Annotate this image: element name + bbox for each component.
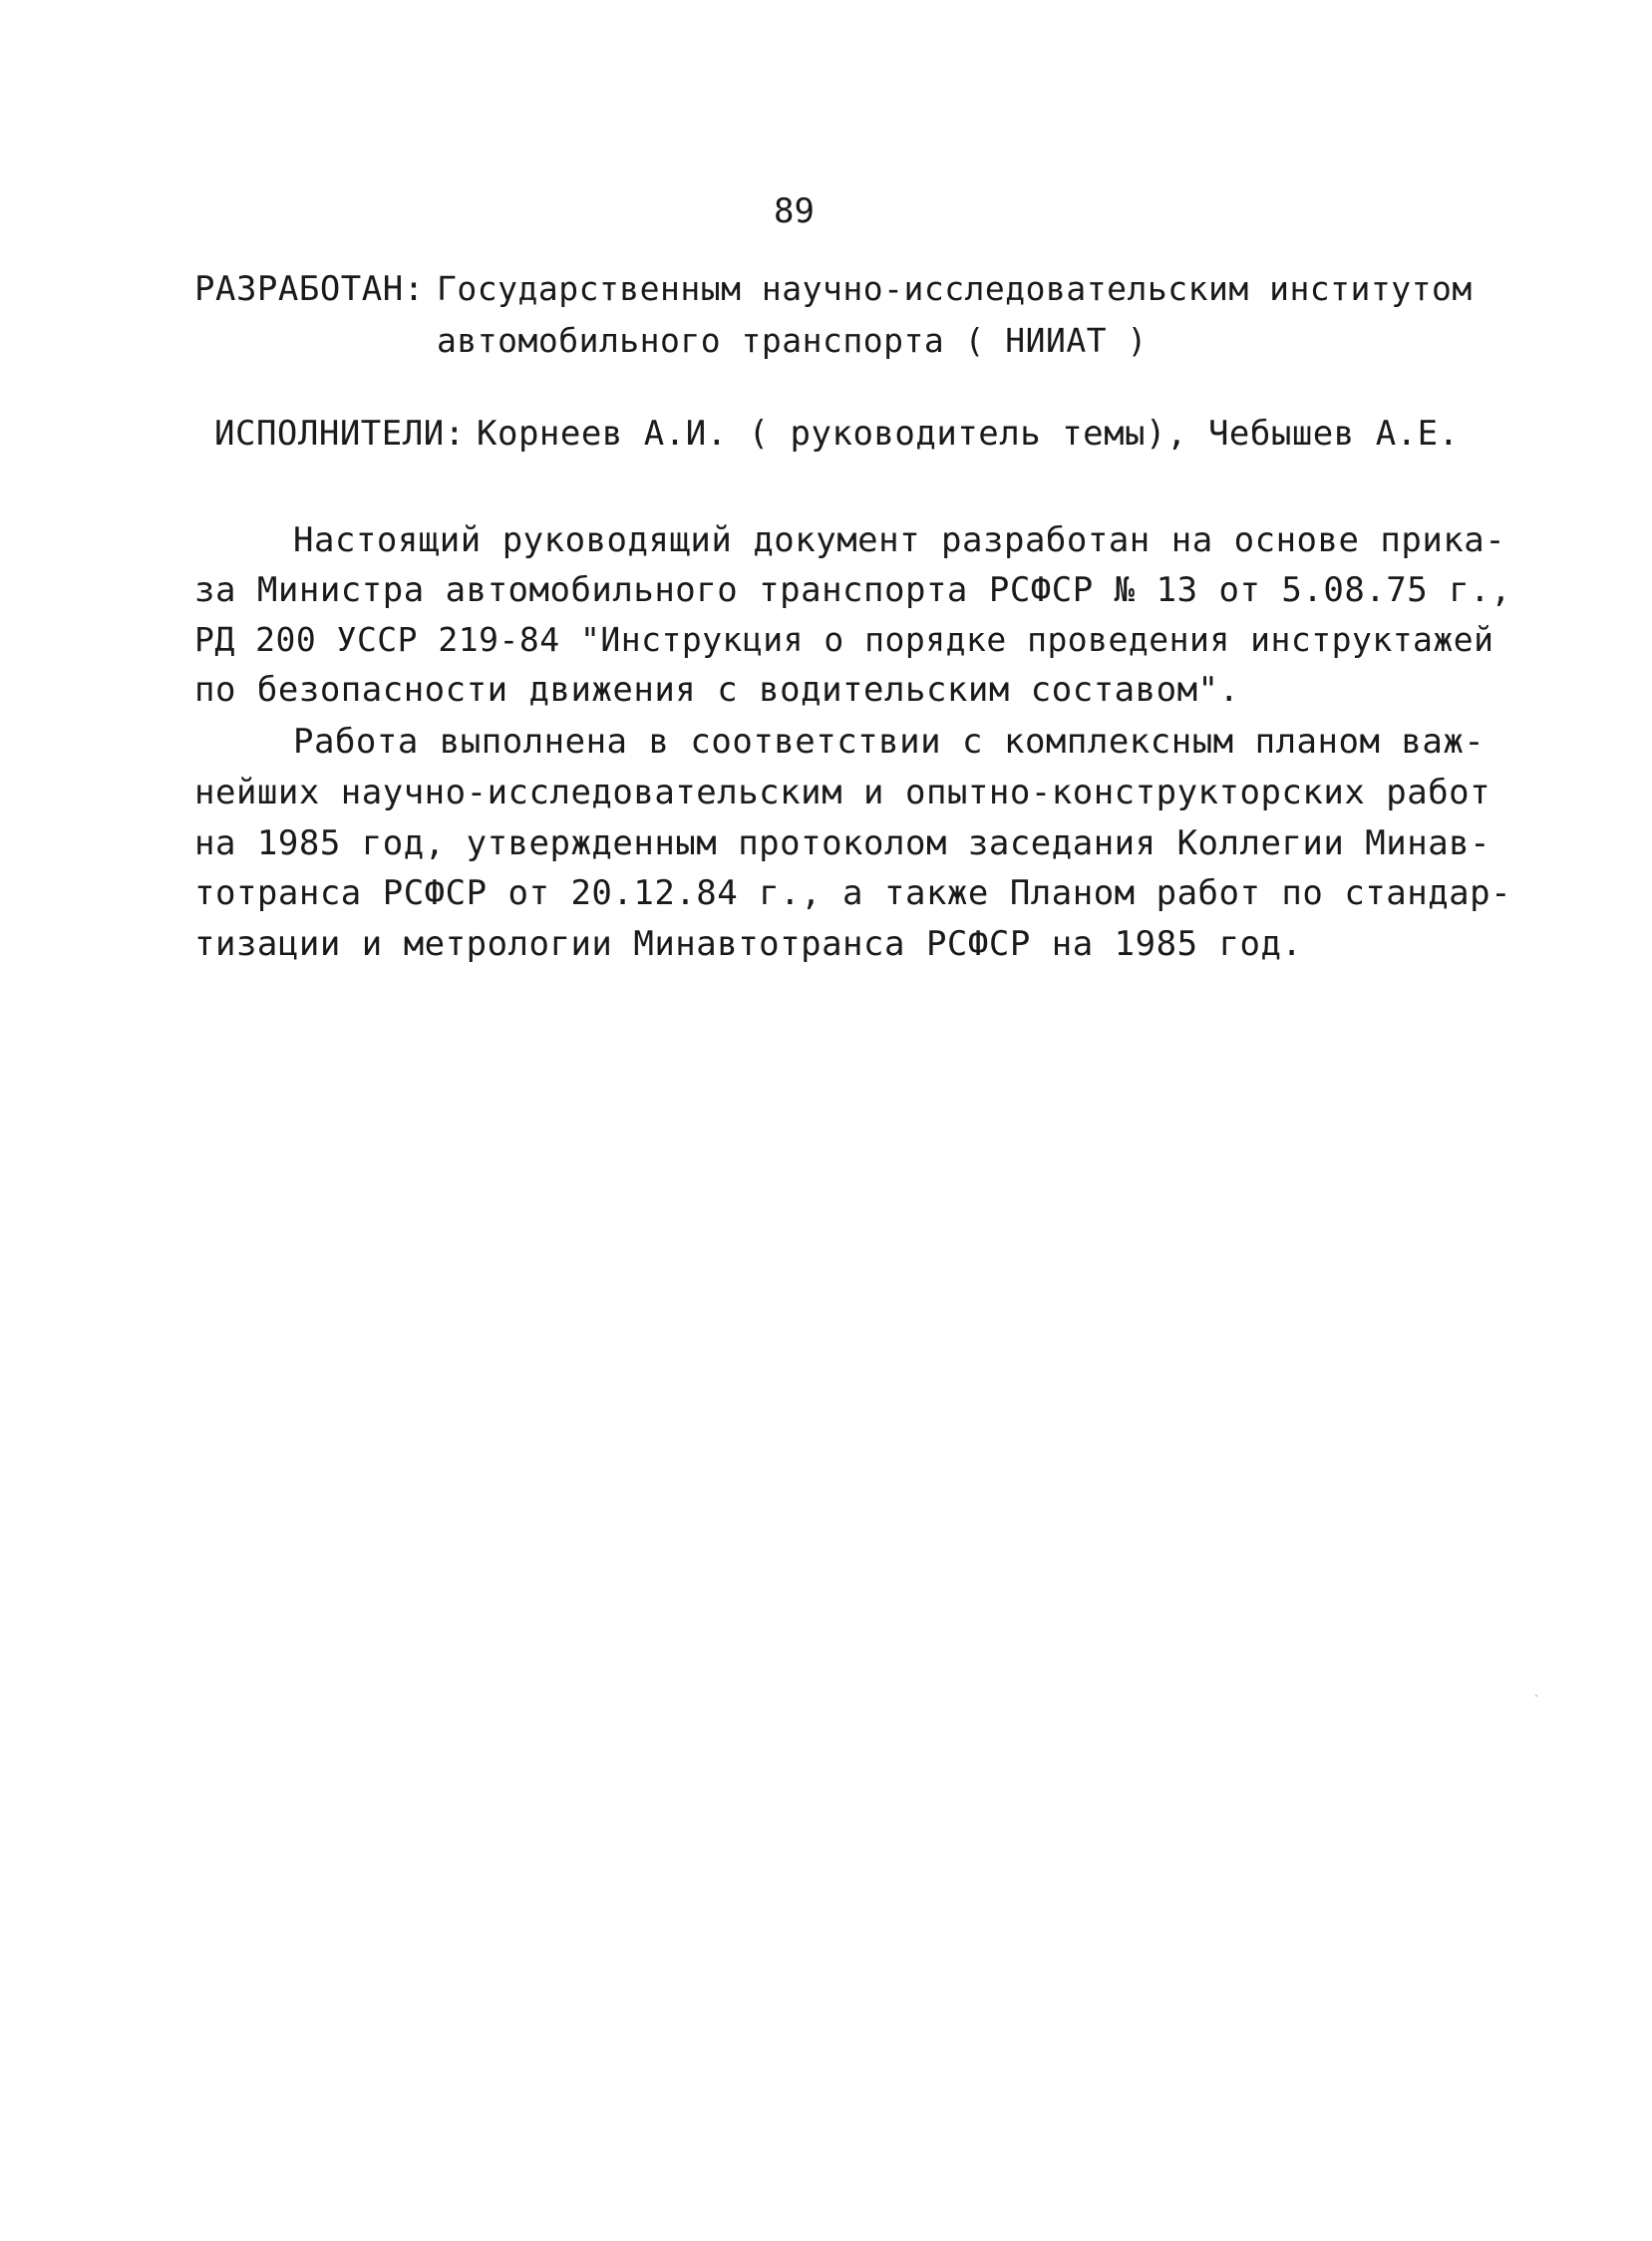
authors-text: Корнеев А.И. ( руководитель темы), Чебышев А.Е.: [477, 414, 1460, 454]
authors-label: ИСПОЛНИТЕЛИ:: [214, 414, 466, 454]
paragraph-2-line-5: тизации и метрологии Минавтотранса РСФСР на 1985 год.: [194, 924, 1303, 964]
paragraph-2-line-2: нейших научно-исследовательским и опытно-конструкторских работ: [194, 773, 1491, 812]
developed-by-label: РАЗРАБОТАН:: [194, 269, 425, 309]
page-number: 89: [774, 191, 815, 231]
developed-by-line-1: Государственным научно-исследовательским институтом: [437, 269, 1473, 308]
paragraph-2-line-3: на 1985 год, утвержденным протоколом заседания Коллегии Минав-: [194, 823, 1491, 863]
paragraph-2-line-1: Работа выполнена в соответствии с комплексным планом важ-: [293, 722, 1486, 762]
paragraph-1-line-1: Настоящий руководящий документ разработан на основе прика-: [293, 520, 1506, 560]
developed-by-line-2: автомобильного транспорта ( НИИАТ ): [437, 321, 1148, 360]
paragraph-1-line-4: по безопасности движения с водительским составом".: [194, 670, 1240, 710]
paragraph-2-line-4: тотранса РСФСР от 20.12.84 г., а также Планом работ по стандар-: [194, 873, 1512, 913]
scan-speck: [1535, 1695, 1537, 1697]
paragraph-1-line-2: за Министра автомобильного транспорта РСФСР № 13 от 5.08.75 г.,: [194, 570, 1512, 610]
paragraph-1-line-3: РД 200 УССР 219-84 "Инструкция о порядке проведения инструктажей: [194, 620, 1494, 659]
